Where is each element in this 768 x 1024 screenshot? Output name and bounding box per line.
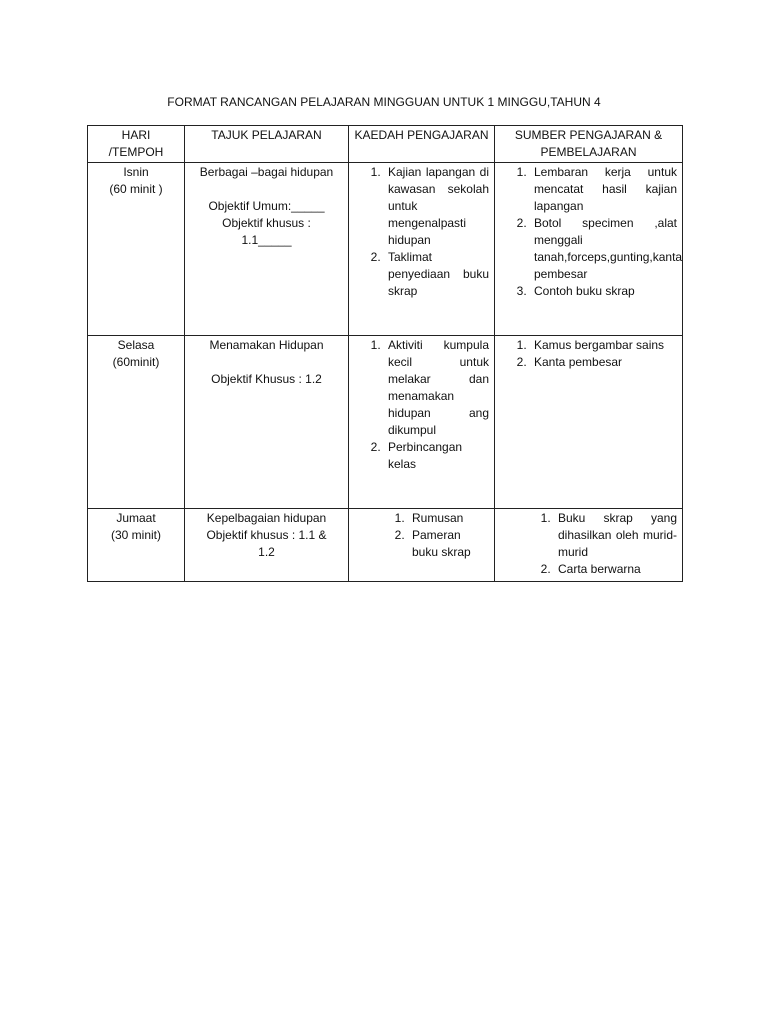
list-item: 3. Contoh buku skrap — [530, 283, 677, 300]
topic-title: Menamakan Hidupan — [209, 338, 324, 352]
list-item: 1. Kajian lapangan di kawasan sekolah untuk mengenalpasti hidupan — [384, 164, 489, 249]
table-row — [88, 336, 683, 509]
list-item: 1. Lembaran kerja untuk mencatat hasil kajian lapangan — [530, 164, 677, 215]
header-tajuk: TAJUK PELAJARAN — [185, 126, 349, 163]
table-row — [88, 163, 683, 336]
list-item: 1. Buku skrap yang dihasilkan oleh murid-murid — [554, 510, 677, 561]
day-name: Isnin — [123, 165, 149, 179]
topic-cell — [185, 336, 349, 509]
resources-cell — [495, 163, 683, 336]
day-cell — [88, 509, 185, 582]
list-item: 1. Aktiviti kumpula kecil untuk melakar dan menamakan hidupan ang dikumpul — [384, 337, 489, 439]
objective-text: Objektif Umum:_____ — [208, 199, 325, 213]
topic-cell — [185, 509, 349, 582]
resources-cell — [495, 336, 683, 509]
objective-text: 1.2 — [258, 545, 275, 559]
header-sumber: SUMBER PENGAJARAN & PEMBELAJARAN — [495, 126, 683, 163]
day-cell — [88, 163, 185, 336]
objective-text: 1.1_____ — [241, 233, 292, 247]
methods-cell — [349, 509, 495, 582]
list-item: 2. Perbincangan kelas — [384, 439, 489, 473]
lesson-plan-table — [87, 125, 683, 582]
objective-text: Objektif Khusus : 1.2 — [211, 372, 322, 386]
methods-list — [354, 164, 489, 300]
resources-list — [500, 164, 683, 300]
day-duration: (60minit) — [112, 355, 160, 369]
resources-list — [500, 510, 677, 578]
day-name: Jumaat — [116, 511, 156, 525]
objective-text: Objektif khusus : 1.1 & — [206, 528, 327, 542]
table-header-row — [88, 126, 683, 163]
list-item: 2. Kanta pembesar — [530, 354, 677, 371]
document-title: FORMAT RANCANGAN PELAJARAN MINGGUAN UNTUK 1 MINGGU,TAHUN 4 — [167, 95, 601, 109]
methods-cell — [349, 336, 495, 509]
methods-list — [354, 510, 489, 561]
list-item: 2. Pameran buku skrap — [408, 527, 489, 561]
resources-cell — [495, 509, 683, 582]
list-item: 2. Botol specimen ,alat menggali tanah,forceps,gunting,kanta pembesar — [530, 215, 677, 283]
day-cell — [88, 336, 185, 509]
table-row — [88, 509, 683, 582]
day-duration: (60 minit ) — [109, 182, 163, 196]
list-item: 1. Rumusan — [408, 510, 489, 527]
day-name: Selasa — [117, 338, 155, 352]
resources-list — [500, 337, 677, 371]
list-item: 2. Taklimat penyediaan buku skrap — [384, 249, 489, 300]
topic-title: Kepelbagaian hidupan — [206, 511, 327, 525]
topic-title: Berbagai –bagai hidupan — [199, 165, 334, 179]
methods-cell — [349, 163, 495, 336]
list-item: 2. Carta berwarna — [554, 561, 677, 578]
day-duration: (30 minit) — [110, 528, 161, 542]
header-kaedah: KAEDAH PENGAJARAN — [349, 126, 495, 163]
methods-list — [354, 337, 489, 473]
topic-cell — [185, 163, 349, 336]
objective-text: Objektif khusus : — [222, 216, 311, 230]
header-hari: HARI /TEMPOH — [88, 126, 185, 163]
list-item: 1. Kamus bergambar sains — [530, 337, 677, 354]
